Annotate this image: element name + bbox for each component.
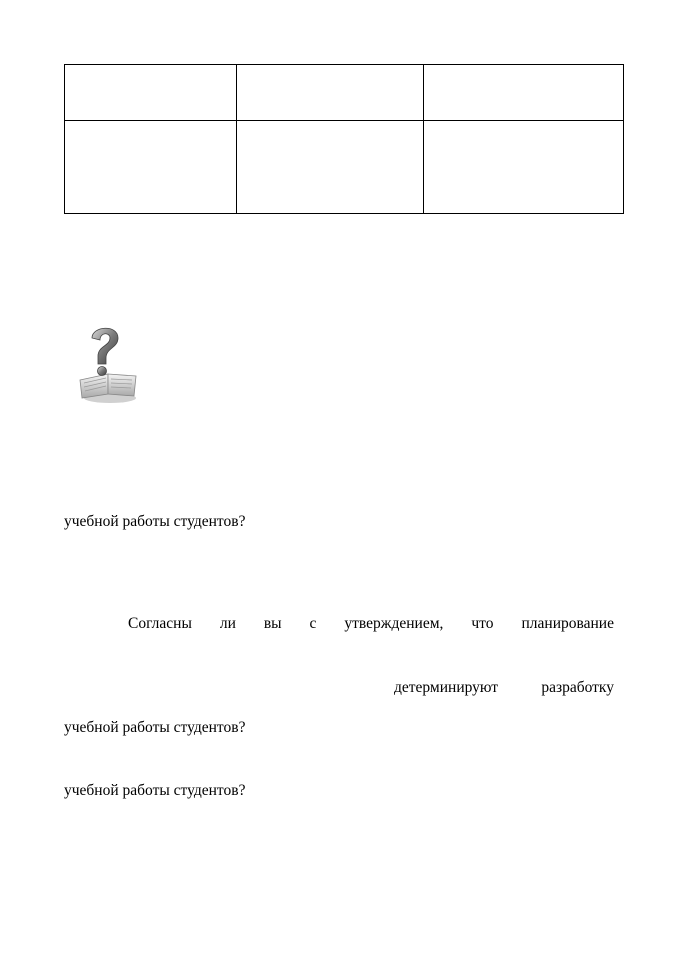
table-cell: [65, 65, 237, 121]
table-cell: [424, 65, 624, 121]
text-line: учебной работы студентов?: [64, 782, 246, 799]
question-book-icon: [74, 322, 146, 408]
word: утверждением,: [344, 615, 444, 632]
text-line: учебной работы студентов?: [64, 513, 246, 530]
text-line: учебной работы студентов?: [64, 719, 246, 736]
table-row: [65, 65, 624, 121]
table-cell: [65, 121, 237, 214]
table-cell: [237, 65, 424, 121]
word: что: [471, 615, 494, 632]
justified-text-line: [394, 678, 614, 698]
table-cell: [237, 121, 424, 214]
justified-text-line: [64, 614, 614, 634]
table-row: [65, 121, 624, 214]
table-cell: [424, 121, 624, 214]
word: ли: [219, 615, 236, 632]
word: вы: [263, 615, 282, 632]
word: разработку: [541, 679, 614, 696]
word: планирование: [521, 615, 614, 632]
word: Согласны: [128, 615, 192, 632]
word: детерминируют: [394, 679, 499, 696]
empty-table: [64, 64, 624, 214]
word: с: [309, 615, 317, 632]
